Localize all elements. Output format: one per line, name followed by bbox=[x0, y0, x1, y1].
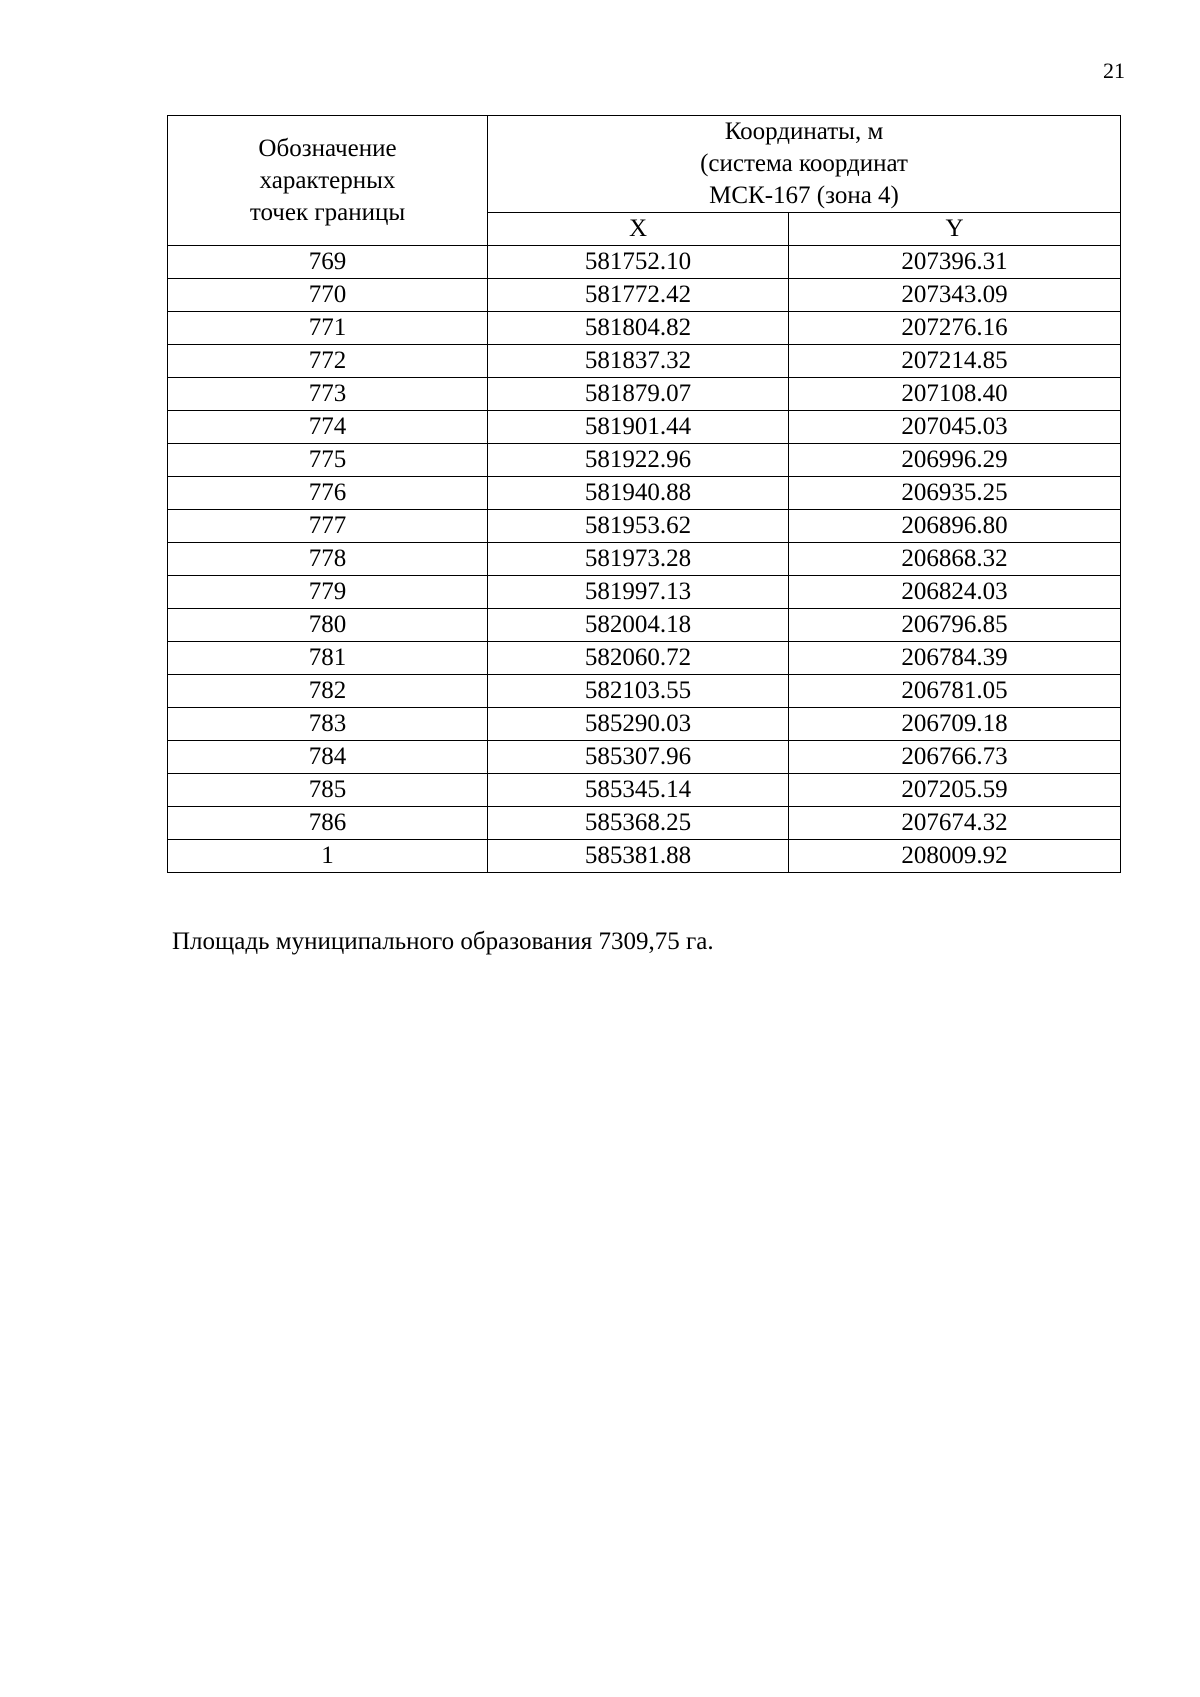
cell-x: 585290.03 bbox=[488, 708, 789, 741]
table-row bbox=[168, 708, 1121, 741]
cell-y: 206781.05 bbox=[789, 675, 1121, 708]
cell-point: 779 bbox=[168, 576, 488, 609]
header-x: X bbox=[488, 213, 789, 246]
cell-point: 778 bbox=[168, 543, 488, 576]
cell-y: 207214.85 bbox=[789, 345, 1121, 378]
table-row bbox=[168, 609, 1121, 642]
cell-point: 774 bbox=[168, 411, 488, 444]
table-row bbox=[168, 741, 1121, 774]
table-row bbox=[168, 312, 1121, 345]
cell-point: 776 bbox=[168, 477, 488, 510]
cell-y: 206709.18 bbox=[789, 708, 1121, 741]
cell-point: 784 bbox=[168, 741, 488, 774]
header-coords-line: Координаты, м bbox=[724, 118, 884, 145]
cell-y: 207674.32 bbox=[789, 807, 1121, 840]
header-coordinates bbox=[488, 116, 1121, 213]
cell-y: 208009.92 bbox=[789, 840, 1121, 873]
cell-x: 582060.72 bbox=[488, 642, 789, 675]
table-row bbox=[168, 345, 1121, 378]
cell-x: 582103.55 bbox=[488, 675, 789, 708]
cell-point: 775 bbox=[168, 444, 488, 477]
cell-point: 771 bbox=[168, 312, 488, 345]
cell-x: 581973.28 bbox=[488, 543, 789, 576]
cell-y: 207276.16 bbox=[789, 312, 1121, 345]
cell-x: 581879.07 bbox=[488, 378, 789, 411]
cell-y: 207396.31 bbox=[789, 246, 1121, 279]
table-row bbox=[168, 840, 1121, 873]
cell-x: 582004.18 bbox=[488, 609, 789, 642]
cell-y: 207205.59 bbox=[789, 774, 1121, 807]
cell-point: 769 bbox=[168, 246, 488, 279]
table-body bbox=[168, 246, 1121, 873]
table-row bbox=[168, 675, 1121, 708]
table-row bbox=[168, 246, 1121, 279]
header-point-line: точек границы bbox=[249, 198, 406, 226]
cell-x: 581772.42 bbox=[488, 279, 789, 312]
table-row bbox=[168, 543, 1121, 576]
header-y: Y bbox=[789, 213, 1121, 246]
area-note: Площадь муниципального образования 7309,75 га. bbox=[172, 928, 714, 955]
cell-x: 581901.44 bbox=[488, 411, 789, 444]
cell-y: 207108.40 bbox=[789, 378, 1121, 411]
cell-x: 585345.14 bbox=[488, 774, 789, 807]
table-row bbox=[168, 378, 1121, 411]
page-number: 21 bbox=[1103, 58, 1125, 83]
cell-y: 206784.39 bbox=[789, 642, 1121, 675]
header-point-line: характерных bbox=[259, 166, 396, 194]
table-row bbox=[168, 279, 1121, 312]
cell-point: 781 bbox=[168, 642, 488, 675]
cell-point: 780 bbox=[168, 609, 488, 642]
cell-y: 206824.03 bbox=[789, 576, 1121, 609]
cell-point: 1 bbox=[168, 840, 488, 873]
coordinates-table bbox=[167, 115, 1121, 873]
cell-point: 770 bbox=[168, 279, 488, 312]
cell-point: 773 bbox=[168, 378, 488, 411]
table-row bbox=[168, 477, 1121, 510]
cell-y: 207343.09 bbox=[789, 279, 1121, 312]
cell-x: 581940.88 bbox=[488, 477, 789, 510]
table-row bbox=[168, 510, 1121, 543]
cell-x: 581804.82 bbox=[488, 312, 789, 345]
table-row bbox=[168, 576, 1121, 609]
cell-x: 585368.25 bbox=[488, 807, 789, 840]
table-row bbox=[168, 411, 1121, 444]
cell-y: 206766.73 bbox=[789, 741, 1121, 774]
cell-y: 206996.29 bbox=[789, 444, 1121, 477]
cell-y: 206796.85 bbox=[789, 609, 1121, 642]
header-point-designation bbox=[168, 116, 488, 246]
cell-point: 783 bbox=[168, 708, 488, 741]
header-coords-line: МСК-167 (зона 4) bbox=[709, 182, 899, 209]
table-row bbox=[168, 642, 1121, 675]
cell-x: 581837.32 bbox=[488, 345, 789, 378]
cell-point: 772 bbox=[168, 345, 488, 378]
cell-x: 581953.62 bbox=[488, 510, 789, 543]
cell-y: 206868.32 bbox=[789, 543, 1121, 576]
cell-x: 585381.88 bbox=[488, 840, 789, 873]
cell-x: 581997.13 bbox=[488, 576, 789, 609]
cell-y: 206896.80 bbox=[789, 510, 1121, 543]
cell-x: 581922.96 bbox=[488, 444, 789, 477]
header-coords-line: (система координат bbox=[700, 150, 908, 177]
cell-y: 207045.03 bbox=[789, 411, 1121, 444]
table-row bbox=[168, 444, 1121, 477]
cell-point: 786 bbox=[168, 807, 488, 840]
cell-y: 206935.25 bbox=[789, 477, 1121, 510]
cell-point: 777 bbox=[168, 510, 488, 543]
cell-x: 581752.10 bbox=[488, 246, 789, 279]
cell-point: 785 bbox=[168, 774, 488, 807]
cell-x: 585307.96 bbox=[488, 741, 789, 774]
cell-point: 782 bbox=[168, 675, 488, 708]
header-point-line: Обозначение bbox=[258, 134, 397, 162]
table-row bbox=[168, 774, 1121, 807]
table-row bbox=[168, 807, 1121, 840]
